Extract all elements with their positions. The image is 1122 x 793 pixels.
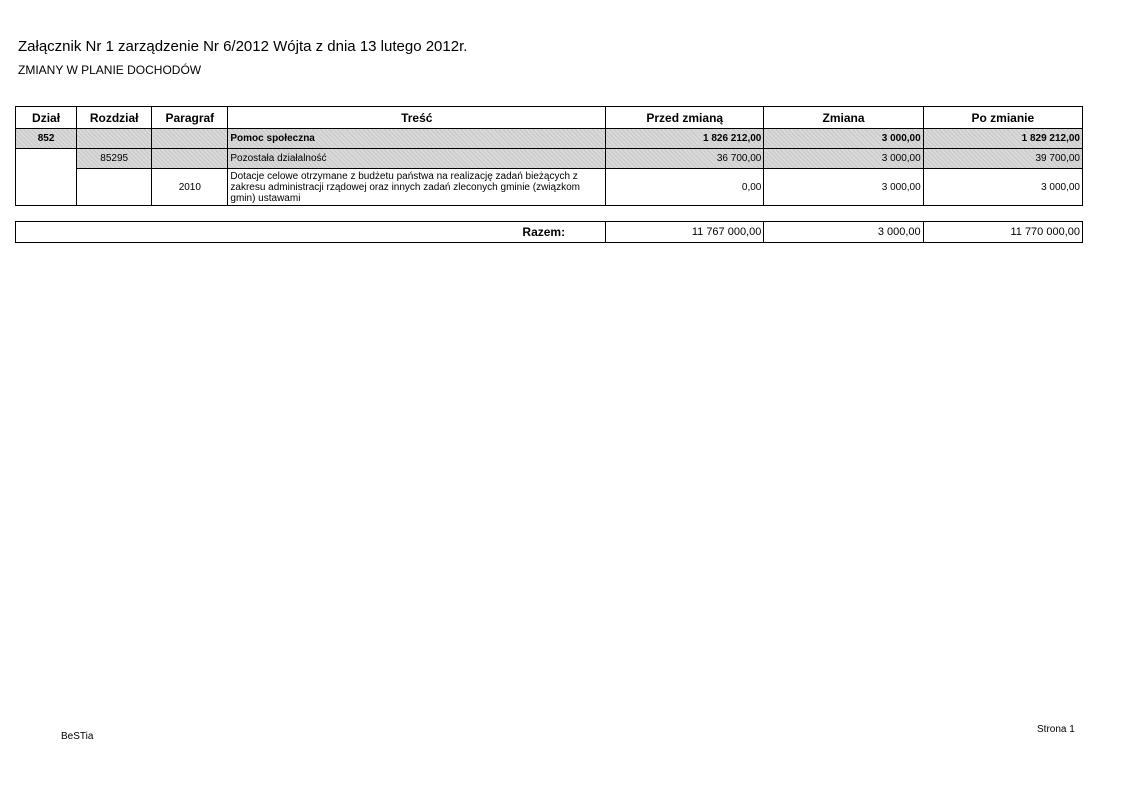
header-dzial: Dział <box>16 107 77 129</box>
cell-rozdzial: 85295 <box>77 149 152 169</box>
header-przed: Przed zmianą <box>606 107 764 129</box>
cell-po: 3 000,00 <box>923 169 1082 206</box>
cell-po: 1 829 212,00 <box>923 129 1082 149</box>
cell-rozdzial <box>77 169 152 206</box>
cell-tresc: Dotacje celowe otrzymane z budżetu państwa na realizację zadań bieżących z zakresu administracji rządowej oraz innych zadań zleconych gminie (związkom gmin) ustawami <box>228 169 606 206</box>
cell-rozdzial <box>77 129 152 149</box>
header-zmiana: Zmiana <box>764 107 923 129</box>
table-row <box>16 149 1083 169</box>
summary-label: Razem: <box>16 222 606 243</box>
header-po: Po zmianie <box>923 107 1082 129</box>
table-header-row <box>16 107 1083 129</box>
footer-app-name: BeSTia <box>61 731 94 742</box>
cell-paragraf <box>152 129 228 149</box>
cell-po: 39 700,00 <box>923 149 1082 169</box>
cell-przed: 36 700,00 <box>606 149 764 169</box>
cell-zmiana: 3 000,00 <box>764 129 923 149</box>
table-row <box>16 169 1083 206</box>
header-rozdzial: Rozdział <box>77 107 152 129</box>
cell-paragraf <box>152 149 228 169</box>
cell-dzial: 852 <box>16 129 77 149</box>
cell-zmiana: 3 000,00 <box>764 149 923 169</box>
document-subtitle: ZMIANY W PLANIE DOCHODÓW <box>18 63 202 77</box>
cell-zmiana: 3 000,00 <box>764 169 923 206</box>
cell-dzial <box>16 149 77 206</box>
cell-przed: 1 826 212,00 <box>606 129 764 149</box>
summary-table <box>15 221 1083 243</box>
table-row <box>16 129 1083 149</box>
header-paragraf: Paragraf <box>152 107 228 129</box>
changes-table <box>15 106 1083 206</box>
summary-przed: 11 767 000,00 <box>606 222 764 243</box>
document-title: Załącznik Nr 1 zarządzenie Nr 6/2012 Wójta z dnia 13 lutego 2012r. <box>18 38 468 55</box>
footer-page-number: Strona 1 <box>1037 724 1075 735</box>
cell-przed: 0,00 <box>606 169 764 206</box>
header-tresc: Treść <box>228 107 606 129</box>
summary-row <box>16 222 1083 243</box>
summary-zmiana: 3 000,00 <box>764 222 923 243</box>
cell-paragraf: 2010 <box>152 169 228 206</box>
cell-tresc: Pomoc społeczna <box>228 129 606 149</box>
summary-po: 11 770 000,00 <box>923 222 1082 243</box>
cell-tresc: Pozostała działalność <box>228 149 606 169</box>
